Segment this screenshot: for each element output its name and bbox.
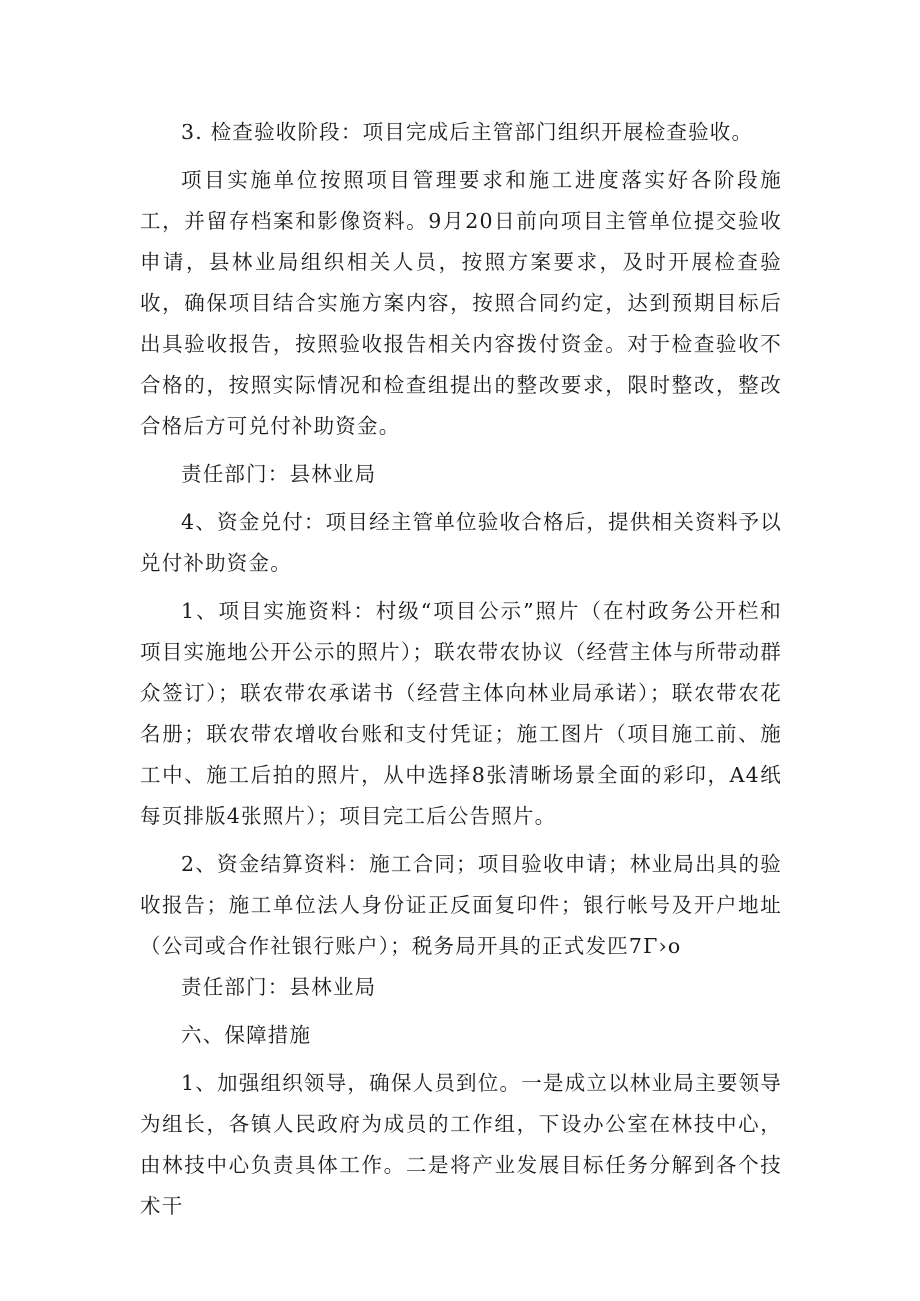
paragraph-implementation: 项目实施单位按照项目管理要求和施工进度落实好各阶段施工，并留存档案和影像资料。9月20日前向项目主管单位提交验收申请，县林业局组织相关人员，按照方案要求，及时开展检查验收，确保项目结合实施方案内容，按照合同约定，达到预期目标后出具验收报告，按照验收报告相关内容拨付资金。对于检查验收不合格的，按照实际情况和检查组提出的整改要求，限时整改，整改合格后方可兑付补助资金。 [140,168,782,438]
document-page [140,112,782,1234]
section-heading-inspection: 3. 检查验收阶段：项目完成后主管部门组织开展检查验收。 [181,120,754,144]
paragraph-implementation-materials: 1、项目实施资料：村级“项目公示”照片（在村政务公开栏和项目实施地公开公示的照片）；联农带农协议（经营主体与所带动群众签订）；联农带农承诺书（经营主体向林业局承诺）；联农带农花名册；联农带农增收台账和支付凭证；施工图片（项目施工前、施工中、施工后拍的照片，从中选择8张清晰场景全面的彩印，A4纸每页排版4张照片）；项目完工后公告照片。 [140,599,782,828]
paragraph-organization: 1、加强组织领导，确保人员到位。一是成立以林业局主要领导为组长，各镇人民政府为成员的工作组，下设办公室在林技中心，由林技中心负责具体工作。二是将产业发展目标任务分解到各个技术干 [140,1071,782,1218]
paragraph-fund-payment: 4、资金兑付：项目经主管单位验收合格后，提供相关资料予以兑付补助资金。 [140,510,782,575]
responsible-department-2: 责任部门：县林业局 [181,975,377,999]
section-heading-safeguards: 六、保障措施 [181,1023,312,1047]
paragraph-settlement-materials: 2、资金结算资料：施工合同；项目验收申请；林业局出具的验收报告；施工单位法人身份证正反面复印件；银行帐号及开户地址（公司或合作社银行账户）；税务局开具的正式发匹7Γ›o [140,852,782,958]
responsible-department: 责任部门：县林业局 [181,462,377,486]
